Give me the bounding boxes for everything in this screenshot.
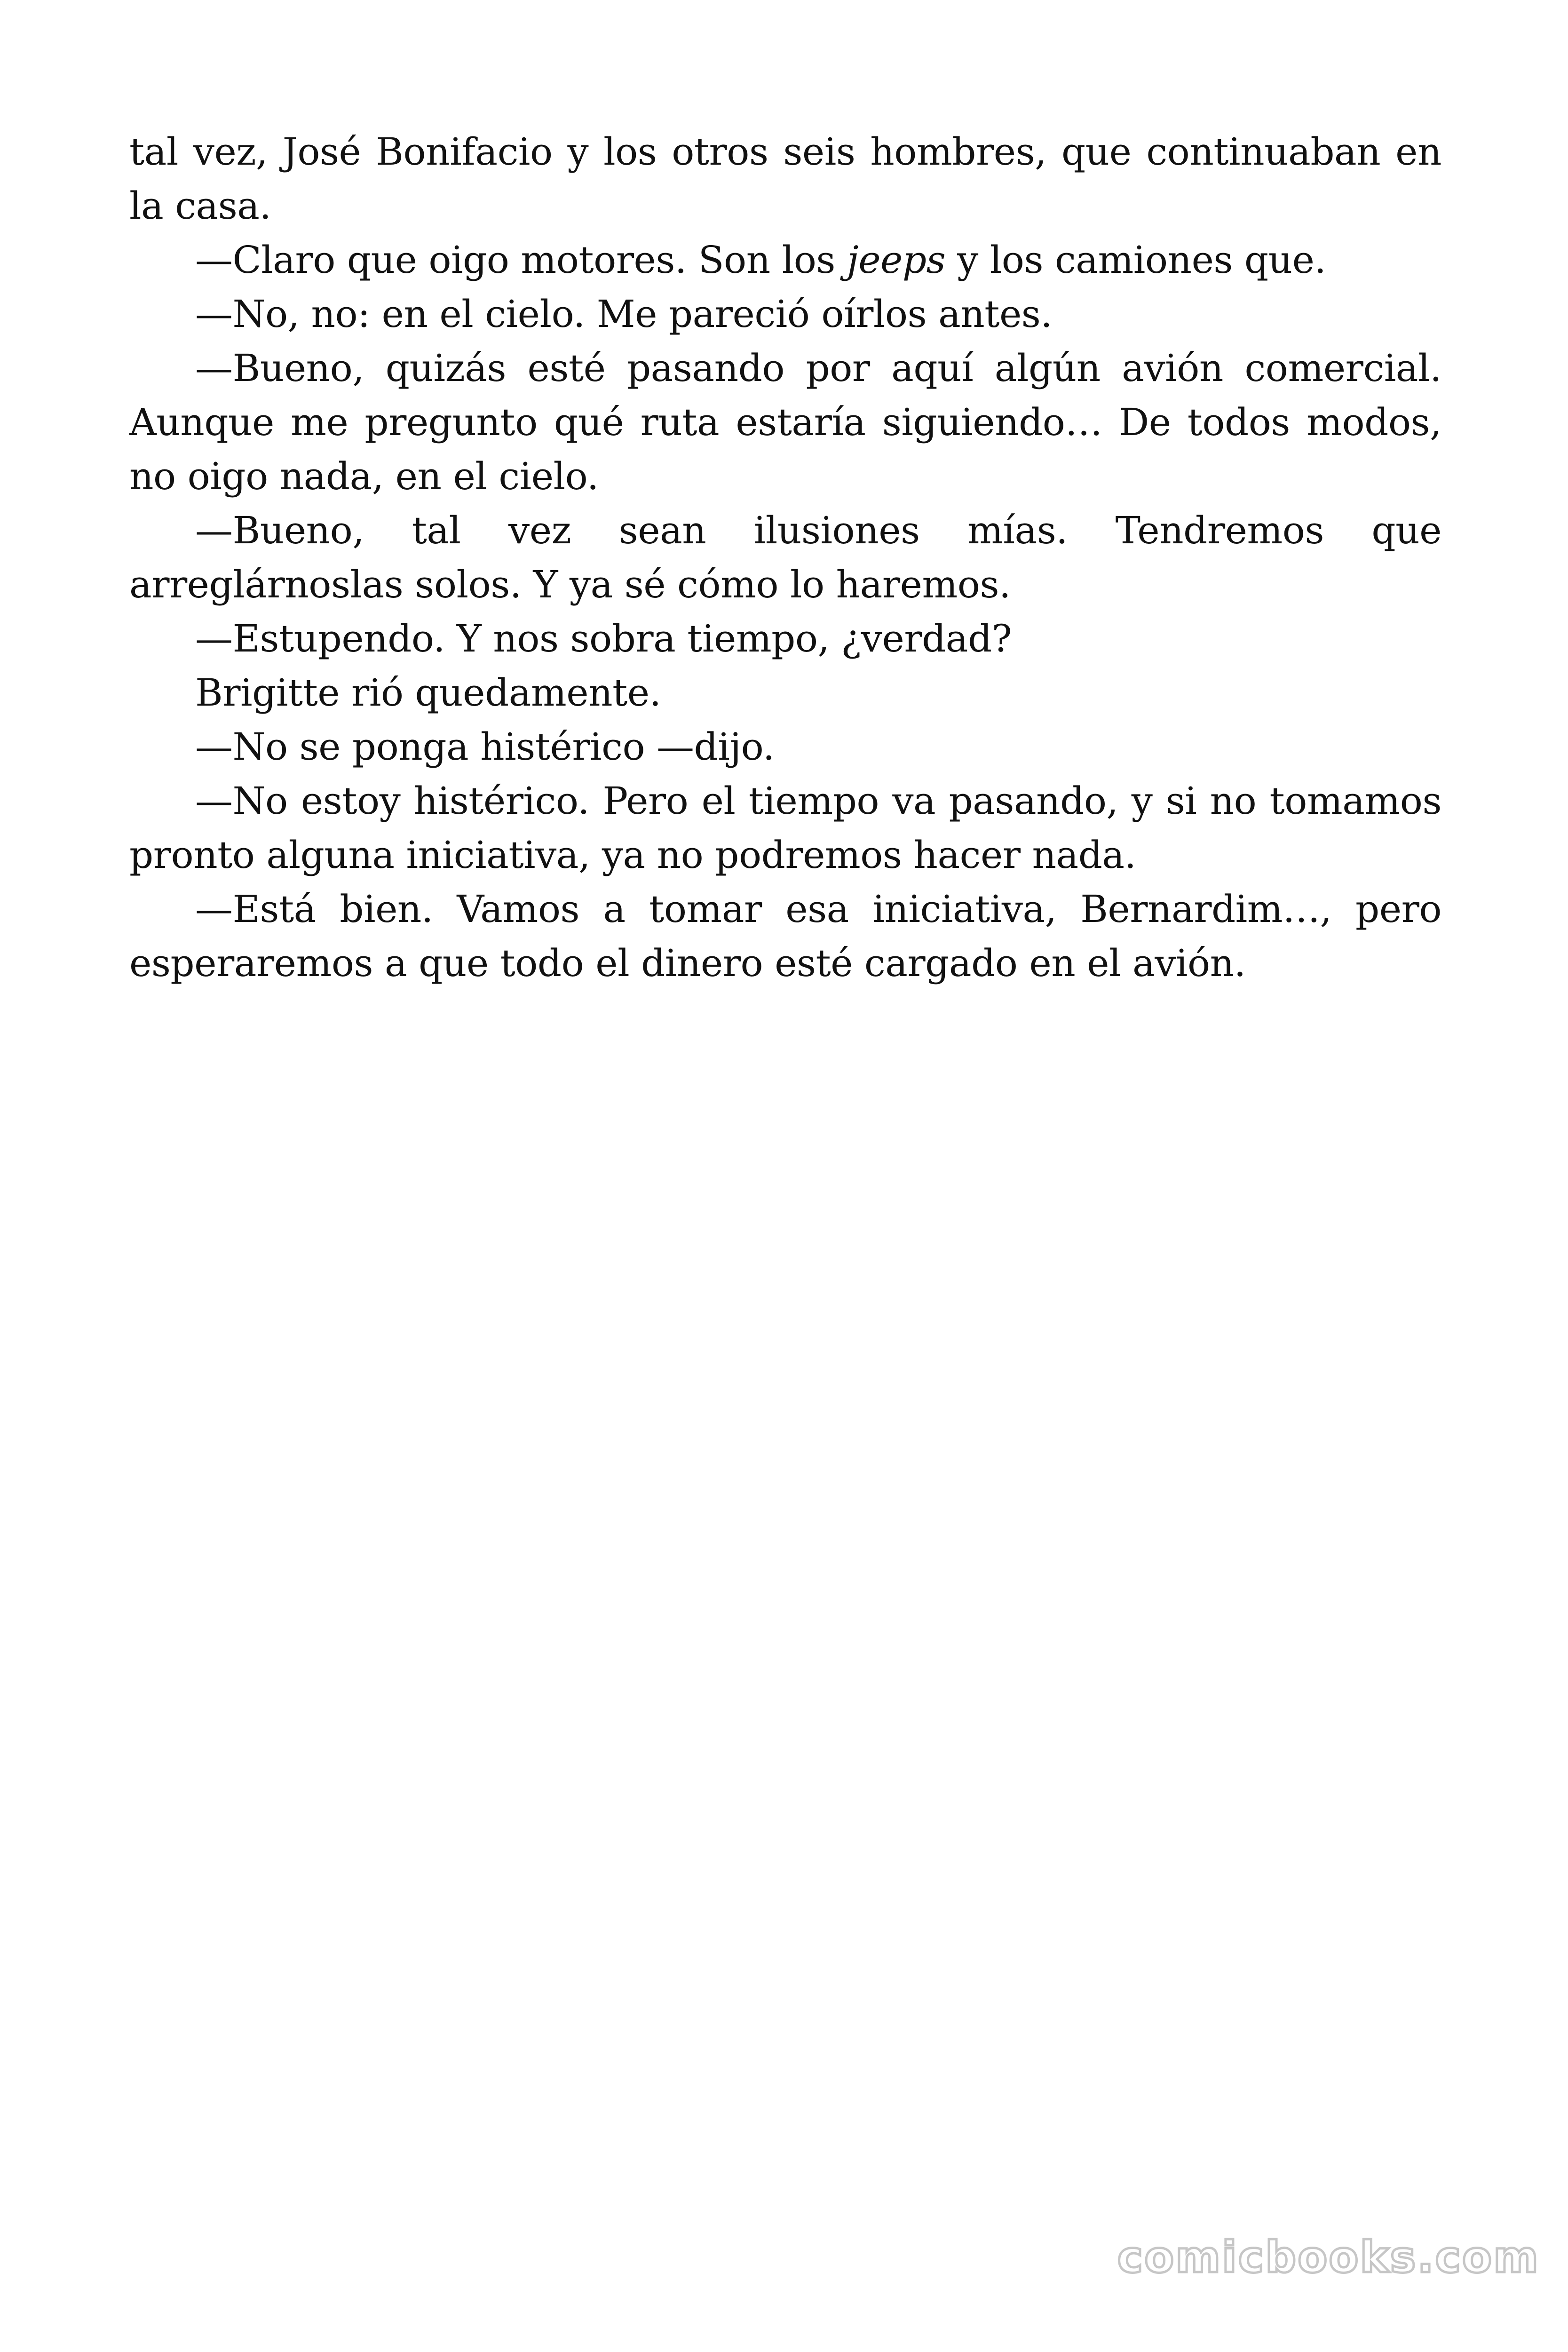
watermark-logo: comicbooks.com xyxy=(1117,2232,1540,2282)
paragraph-continuation: tal vez, José Bonifacio y los otros seis hombres, que continuaban en la casa. xyxy=(129,130,1441,228)
paragraph-dialogue: —Está bien. Vamos a tomar esa iniciativa, Bernardim…, pero esperaremos a que todo el dinero esté cargado en el avión. xyxy=(129,887,1441,985)
paragraph-narration: Brigitte rió quedamente. xyxy=(195,671,661,715)
paragraph-dialogue: —Estupendo. Y nos sobra tiempo, ¿verdad? xyxy=(195,617,1012,660)
paragraph-dialogue: —No se ponga histérico —dijo. xyxy=(195,725,775,769)
paragraph-dialogue xyxy=(129,233,1441,287)
paragraph-dialogue: —Bueno, tal vez sean ilusiones mías. Tendremos que arreglárnoslas solos. Y ya sé cómo lo haremos. xyxy=(129,509,1441,606)
dialogue-text-before: —Claro que oigo motores. Son los xyxy=(195,238,847,282)
italic-word: jeeps xyxy=(847,238,946,282)
body-text xyxy=(129,125,1441,990)
paragraph-dialogue: —No estoy histérico. Pero el tiempo va pasando, y si no tomamos pronto alguna iniciativa, ya no podremos hacer nada. xyxy=(129,779,1441,877)
paragraph-dialogue: —Bueno, quizás esté pasando por aquí algún avión comercial. Aunque me pregunto qué ruta estaría siguiendo… De todos modos, no oigo nada, en el cielo. xyxy=(129,346,1441,498)
paragraph-dialogue: —No, no: en el cielo. Me pareció oírlos antes. xyxy=(195,292,1053,336)
dialogue-text-after: y los camiones que. xyxy=(945,238,1326,282)
